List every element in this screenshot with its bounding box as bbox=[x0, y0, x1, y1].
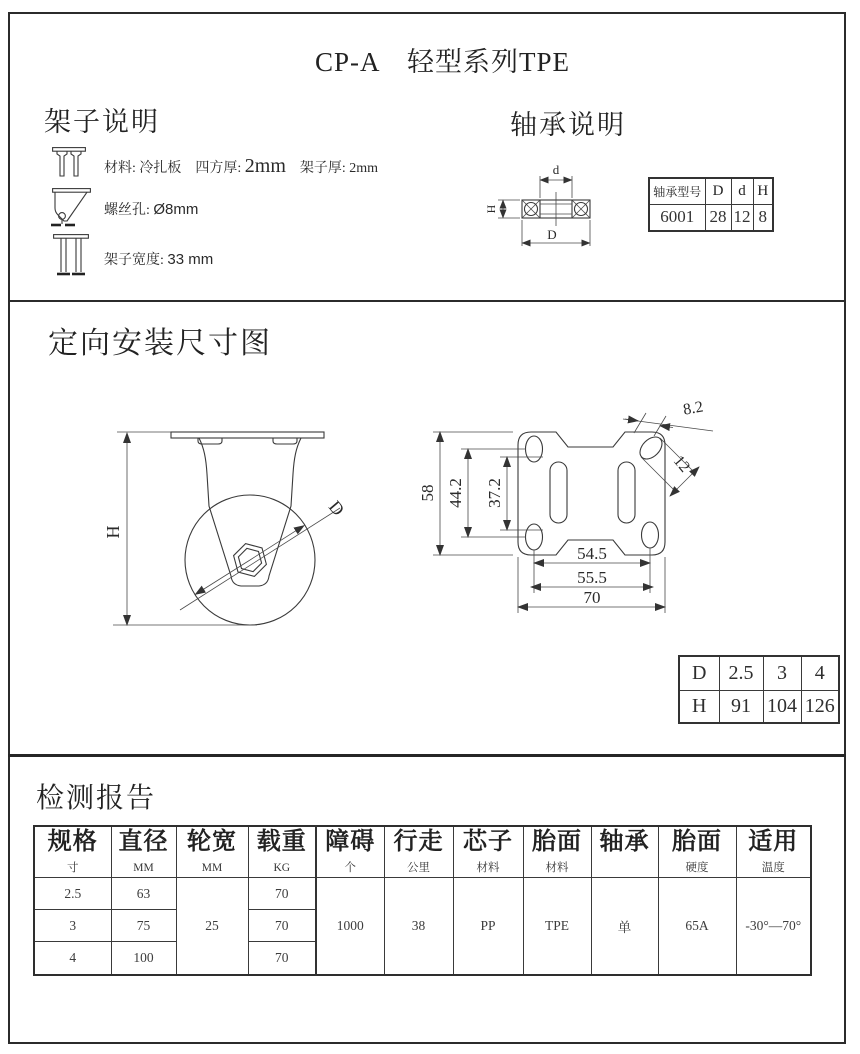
frame-width-icon bbox=[53, 234, 89, 281]
bearing-H-value: 8 bbox=[753, 204, 773, 231]
frame-spec-material-label: 材料: 冷扎板 四方厚: bbox=[104, 161, 245, 176]
bearing-dim-d-label: d bbox=[552, 162, 560, 177]
col-header-temperature: 适用 温度 bbox=[736, 826, 811, 878]
plate-dim-58: 58 bbox=[418, 484, 437, 502]
frame-side-icon bbox=[50, 188, 92, 228]
dh-row-h-label: H bbox=[679, 690, 719, 723]
bearing-model-value: 6001 bbox=[649, 204, 705, 231]
bearing-D-value: 28 bbox=[705, 204, 731, 231]
size-cell: 2.5 bbox=[34, 878, 111, 910]
frame-spec-material-value: 2mm bbox=[244, 155, 286, 177]
plate-dim-54-5: 54.5 bbox=[577, 544, 607, 563]
frame-spec-screw-label: 螺丝孔: bbox=[104, 203, 154, 218]
col-header-tread-material: 胎面 材料 bbox=[523, 826, 591, 878]
bearing-model-header: 轴承型号 bbox=[649, 178, 705, 204]
bearing-dim-D-label: D bbox=[547, 227, 557, 242]
frame-spec-width-label: 架子宽度: bbox=[104, 253, 168, 268]
col-header-core: 芯子 材料 bbox=[453, 826, 523, 878]
dh-h-value-1: 91 bbox=[719, 690, 763, 723]
report-header-row bbox=[34, 826, 811, 878]
bearing-spec-table bbox=[648, 177, 774, 232]
bearing-H-header: H bbox=[753, 178, 773, 204]
mounting-plate-drawing bbox=[413, 385, 808, 640]
col-header-size: 规格 寸 bbox=[34, 826, 111, 878]
frame-spec-width bbox=[104, 249, 213, 269]
col-header-obstacle: 障碍 个 bbox=[316, 826, 384, 878]
frame-spec-material bbox=[104, 155, 378, 178]
test-report-table bbox=[33, 825, 812, 976]
obstacles-cell: 1000 bbox=[316, 878, 384, 975]
frame-spec-material-suffix: 架子厚: 2mm bbox=[285, 161, 379, 176]
dh-h-value-3: 126 bbox=[801, 690, 839, 723]
load-cell: 70 bbox=[248, 910, 316, 942]
load-cell: 70 bbox=[248, 878, 316, 910]
report-row-2-5 bbox=[34, 878, 811, 910]
frame-spec-width-value: 33 mm bbox=[167, 251, 214, 268]
travel-cell: 38 bbox=[384, 878, 453, 975]
tread-material-cell: TPE bbox=[523, 878, 591, 975]
side-view-H-label: H bbox=[103, 525, 123, 539]
col-header-wheel-width: 轮宽 MM bbox=[176, 826, 248, 878]
bearing-d-value: 12 bbox=[731, 204, 753, 231]
frame-spec-screw-value: Ø8mm bbox=[153, 201, 199, 218]
dh-d-value-2: 3 bbox=[763, 656, 801, 690]
temperature-cell: -30°—70° bbox=[736, 878, 811, 975]
bearing-diagram bbox=[484, 162, 596, 250]
mounting-section-heading: 定向安装尺寸图 bbox=[48, 327, 272, 360]
wheel-width-cell: 25 bbox=[176, 878, 248, 975]
plate-dim-70: 70 bbox=[583, 588, 601, 607]
plate-dim-37-2: 37.2 bbox=[485, 478, 504, 508]
frame-front-icon bbox=[52, 147, 86, 180]
col-header-bearing: 轴承 bbox=[591, 826, 658, 878]
tread-hardness-cell: 65A bbox=[658, 878, 736, 975]
diameter-cell: 100 bbox=[111, 942, 176, 975]
size-cell: 4 bbox=[34, 942, 111, 975]
bearing-type-cell: 单 bbox=[591, 878, 658, 975]
dh-h-value-2: 104 bbox=[763, 690, 801, 723]
core-material-cell: PP bbox=[453, 878, 523, 975]
dh-row-d-label: D bbox=[679, 656, 719, 690]
side-view-D-label: D bbox=[324, 496, 349, 520]
caster-side-view-drawing bbox=[95, 406, 355, 646]
col-header-load: 载重 KG bbox=[248, 826, 316, 878]
col-header-travel: 行走 公里 bbox=[384, 826, 453, 878]
diameter-cell: 63 bbox=[111, 878, 176, 910]
frame-spec-screw-hole bbox=[104, 199, 198, 219]
frame-section-heading: 架子说明 bbox=[44, 107, 160, 137]
page-title: CP-A 轻型系列TPE bbox=[315, 47, 571, 77]
section-divider-2 bbox=[8, 754, 846, 757]
bearing-section-heading: 轴承说明 bbox=[510, 110, 626, 140]
load-cell: 70 bbox=[248, 942, 316, 975]
col-header-hardness: 胎面 硬度 bbox=[658, 826, 736, 878]
size-cell: 3 bbox=[34, 910, 111, 942]
col-header-diameter: 直径 MM bbox=[111, 826, 176, 878]
dh-d-value-3: 4 bbox=[801, 656, 839, 690]
report-section-heading: 检测报告 bbox=[36, 783, 157, 814]
plate-dim-12: 12 bbox=[669, 452, 694, 476]
diameter-height-table bbox=[678, 655, 840, 724]
bearing-d-header: d bbox=[731, 178, 753, 204]
bearing-D-header: D bbox=[705, 178, 731, 204]
bearing-dim-H-label: H bbox=[484, 204, 498, 214]
plate-dim-44-2: 44.2 bbox=[446, 478, 465, 508]
section-divider-1 bbox=[8, 300, 846, 302]
dh-d-value-1: 2.5 bbox=[719, 656, 763, 690]
plate-dim-8-2: 8.2 bbox=[681, 398, 705, 419]
plate-dim-55-5: 55.5 bbox=[577, 568, 607, 587]
diameter-cell: 75 bbox=[111, 910, 176, 942]
